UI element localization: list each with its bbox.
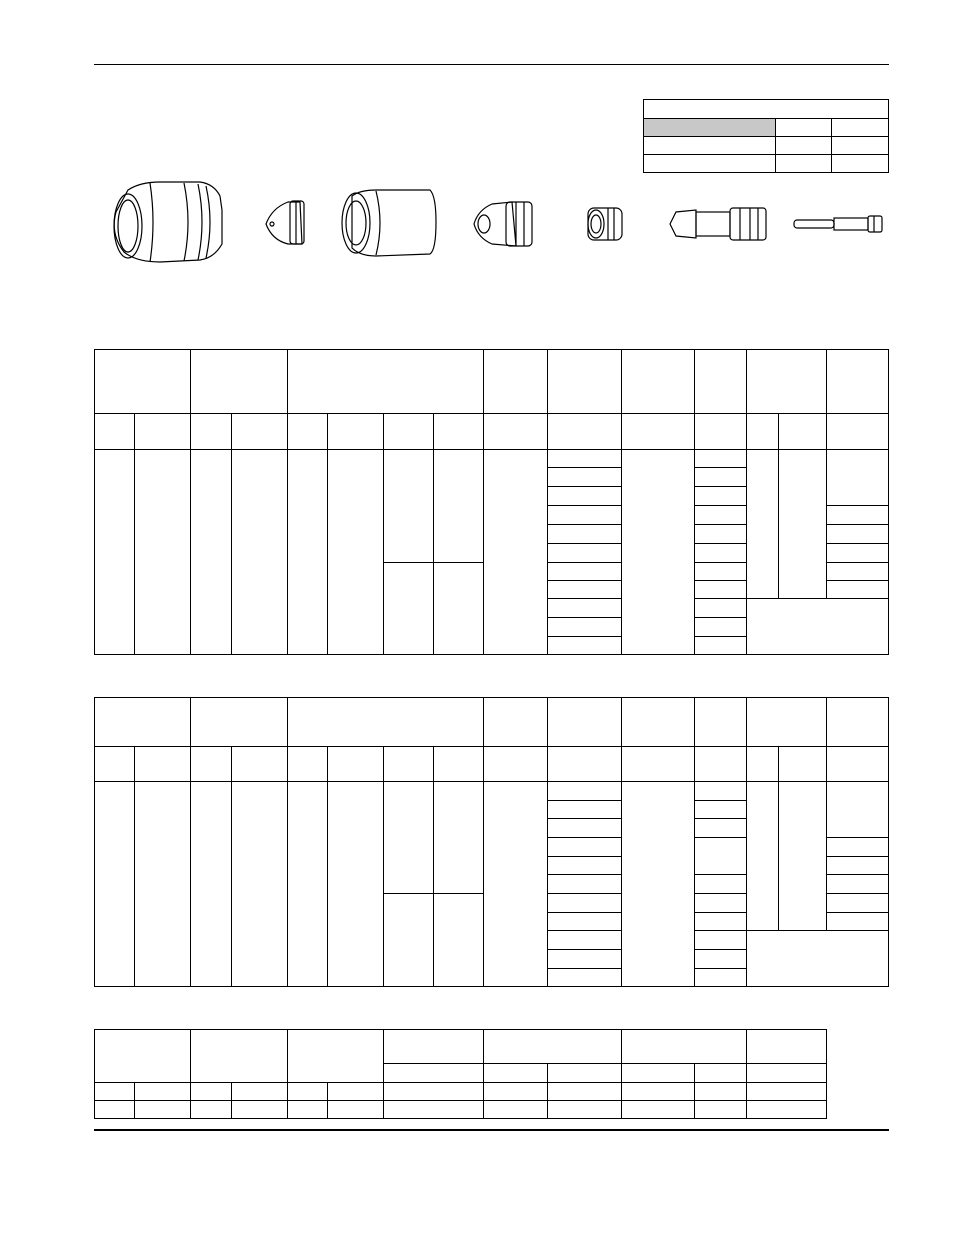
shield-icon [114, 182, 222, 262]
retaining-cap-icon [342, 190, 436, 256]
shield-cap-icon [266, 201, 304, 244]
footer-rule [94, 1129, 889, 1131]
electrode-icon [670, 208, 766, 240]
swirl-ring-icon [588, 208, 622, 240]
nozzle-icon [474, 202, 532, 246]
legend-header-fill [644, 119, 775, 136]
water-tube-icon [794, 216, 882, 232]
header-rule [94, 64, 889, 65]
